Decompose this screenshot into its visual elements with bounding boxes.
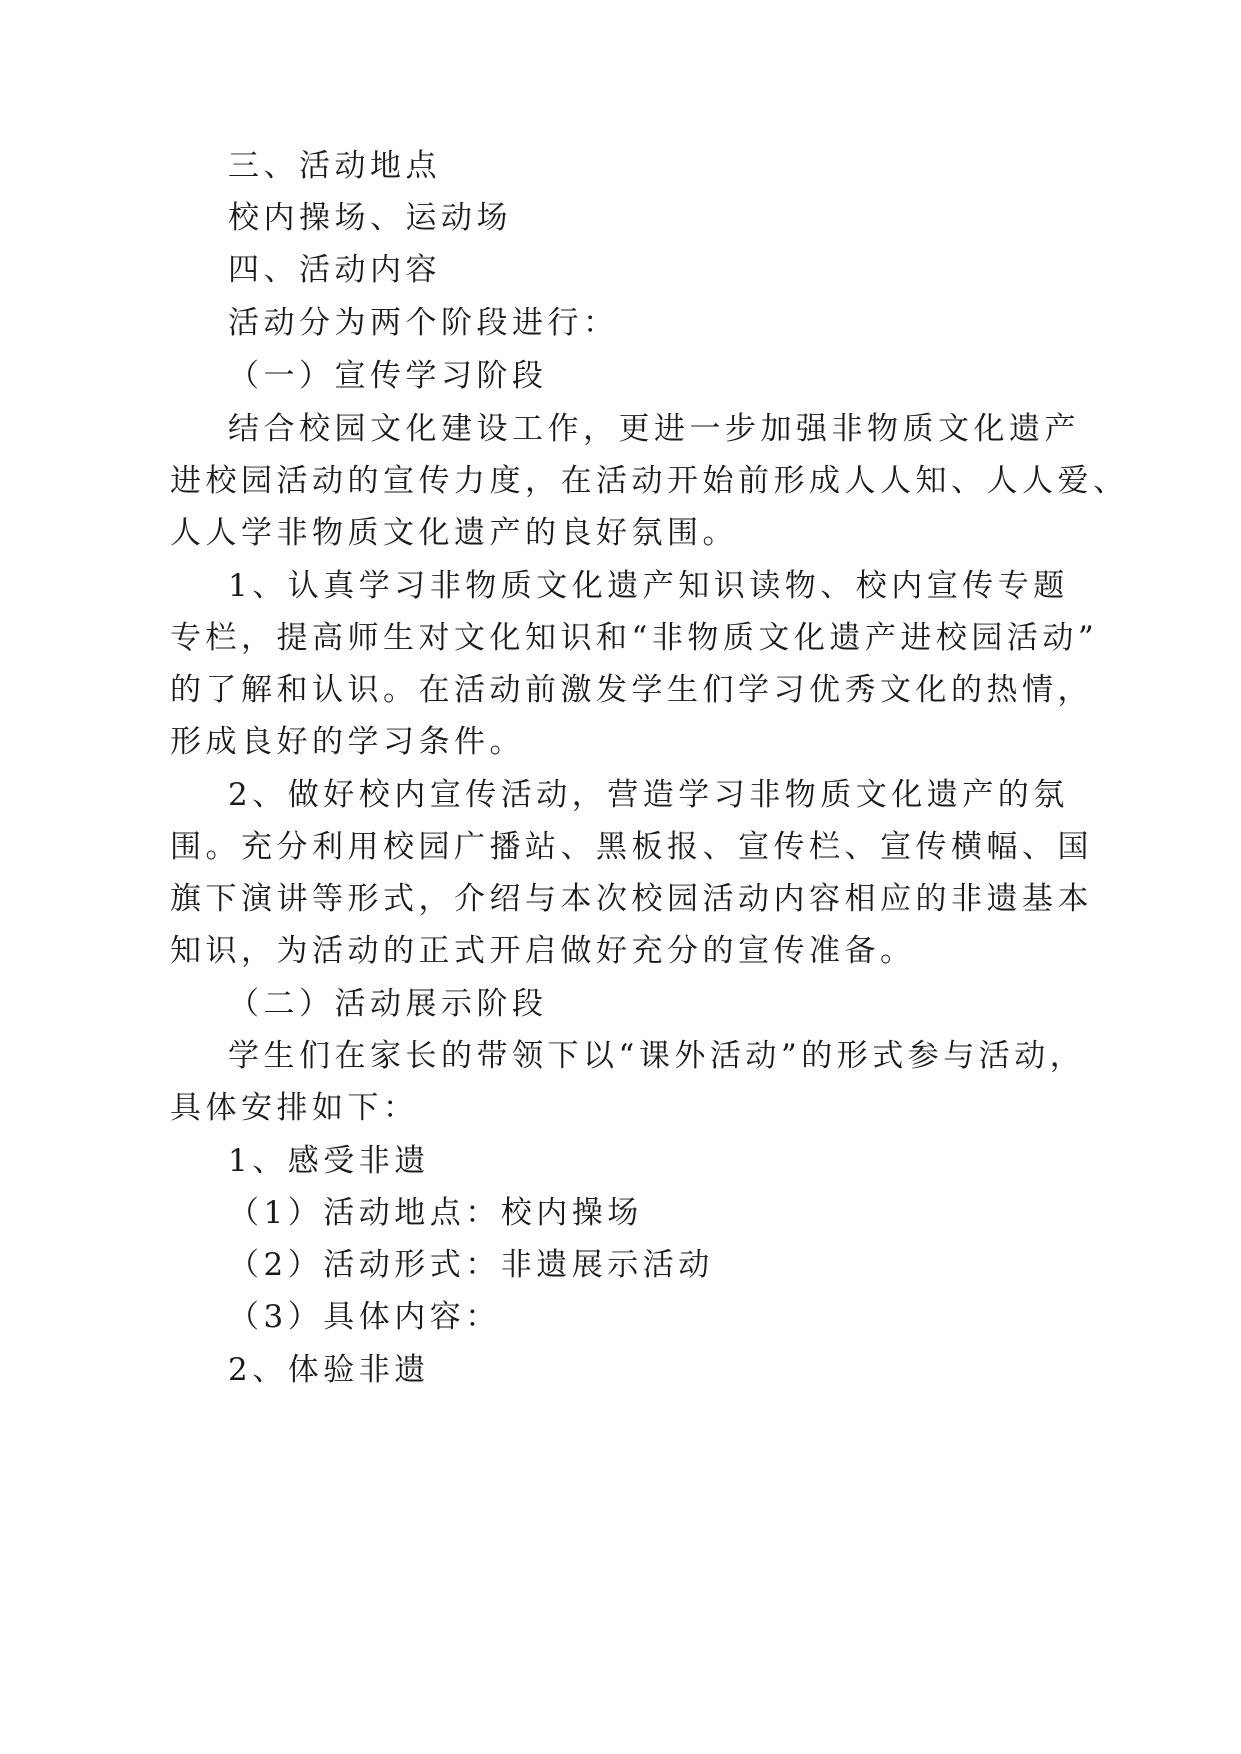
paragraph-line: 旗下演讲等形式，介绍与本次校园活动内容相应的非遗基本	[170, 881, 1093, 917]
paragraph-line: 围。充分利用校园广播站、黑板报、宣传栏、宣传横幅、国	[170, 829, 1093, 865]
paragraph-line: 知识，为活动的正式开启做好充分的宣传准备。	[170, 933, 916, 969]
subheading-display-stage: （二）活动展示阶段	[228, 986, 548, 1022]
list-item: （1）活动地点：校内操场	[228, 1195, 643, 1231]
paragraph-line: 进校园活动的宣传力度，在活动开始前形成人人知、人人爱、	[170, 463, 1129, 499]
content-intro: 活动分为两个阶段进行：	[228, 305, 619, 341]
paragraph-line: 形成良好的学习条件。	[170, 724, 525, 760]
paragraph-line: 结合校园文化建设工作，更进一步加强非物质文化遗产	[228, 411, 1080, 447]
paragraph-line: 人人学非物质文化遗产的良好氛围。	[170, 515, 738, 551]
paragraph-line: 专栏，提高师生对文化知识和“非物质文化遗产进校园活动”	[170, 620, 1099, 656]
list-item: 1、感受非遗	[228, 1143, 430, 1179]
paragraph-line: 的了解和认识。在活动前激发学生们学习优秀文化的热情，	[170, 672, 1093, 708]
list-item: 2、体验非遗	[228, 1352, 430, 1388]
section-heading-content: 四、活动内容	[228, 252, 441, 288]
paragraph-line: 2、做好校内宣传活动，营造学习非物质文化遗产的氛	[228, 777, 1069, 813]
paragraph-line: 具体安排如下：	[170, 1090, 419, 1126]
paragraph-line: 1、认真学习非物质文化遗产知识读物、校内宣传专题	[228, 568, 1069, 604]
paragraph-line: 学生们在家长的带领下以“课外活动”的形式参与活动，	[228, 1038, 1086, 1074]
list-item: （3）具体内容：	[228, 1299, 501, 1335]
list-item: （2）活动形式：非遗展示活动	[228, 1247, 714, 1283]
location-text: 校内操场、运动场	[228, 200, 512, 236]
subheading-promotion-stage: （一）宣传学习阶段	[228, 358, 548, 394]
section-heading-location: 三、活动地点	[228, 148, 441, 184]
